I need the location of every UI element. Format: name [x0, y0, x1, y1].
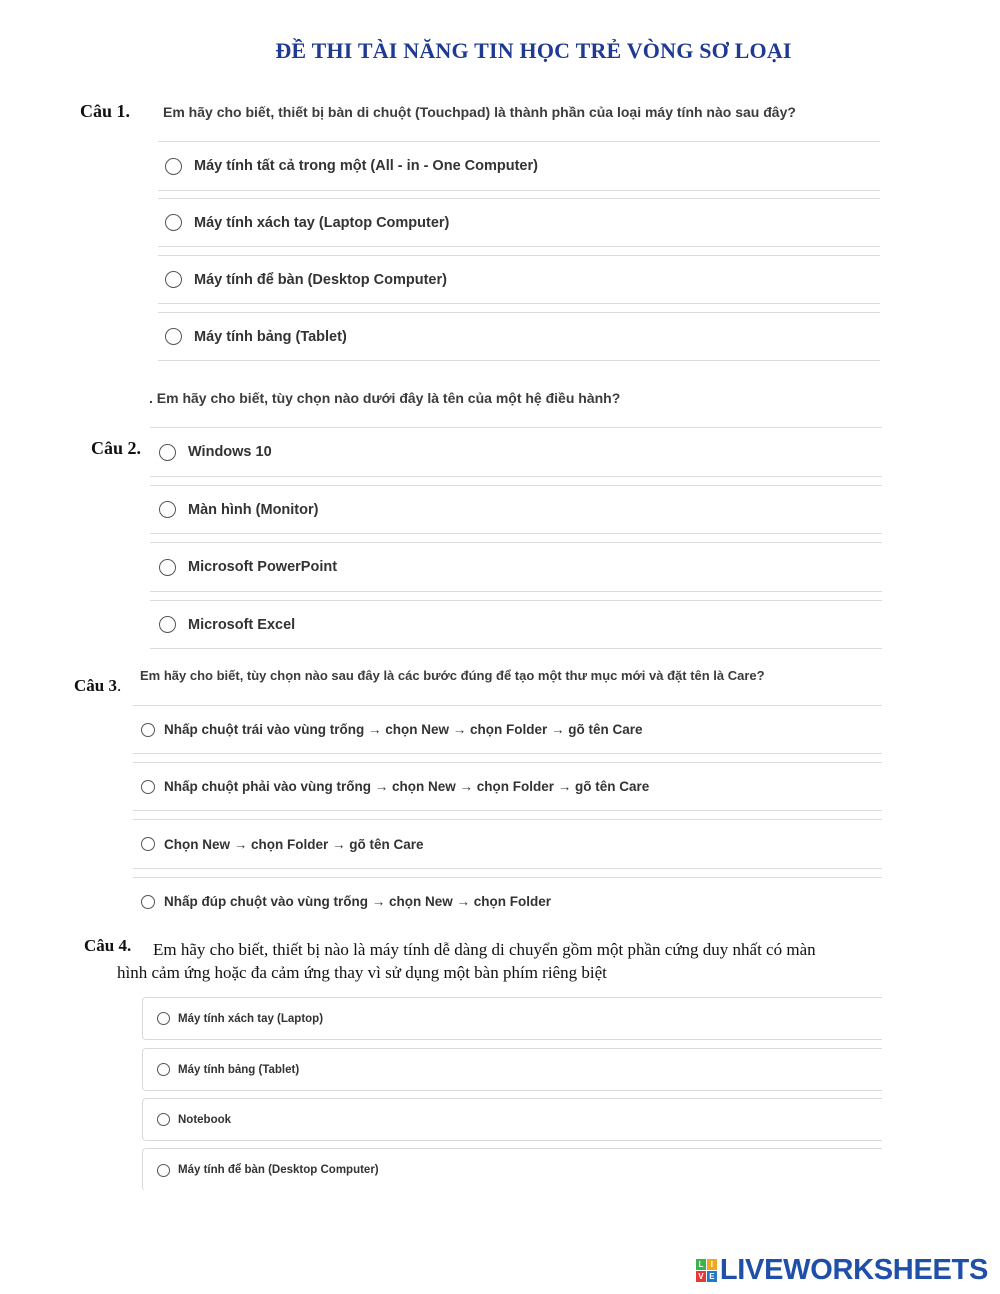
- radio-button[interactable]: [141, 723, 155, 737]
- radio-button[interactable]: [159, 501, 176, 518]
- option-label: Chọn New → chọn Folder → gõ tên Care: [164, 836, 424, 852]
- radio-button[interactable]: [159, 444, 176, 461]
- option-label: Máy tính để bàn (Desktop Computer): [194, 271, 447, 288]
- option-label: Notebook: [178, 1113, 232, 1126]
- radio-button[interactable]: [157, 1164, 170, 1177]
- question-label: Câu 2.: [91, 438, 142, 458]
- question-text: . Em hãy cho biết, tùy chọn nào dưới đây là tên của một hệ điều hành?: [149, 390, 621, 406]
- radio-button[interactable]: [141, 837, 155, 851]
- question-text: Em hãy cho biết, tùy chọn nào sau đây là các bước đúng để tạo một thư mục mới và đặt tên là Care?: [140, 668, 765, 683]
- option-label: Máy tính bảng (Tablet): [178, 1063, 300, 1076]
- logo-block: L: [696, 1259, 706, 1270]
- option-label: Màn hình (Monitor): [188, 501, 319, 518]
- option-label: Nhấp chuột trái vào vùng trống → chọn New → chọn Folder → gõ tên Care: [164, 722, 643, 737]
- answer-option[interactable]: [158, 141, 880, 191]
- question-label: Câu 1.: [80, 101, 131, 121]
- answer-option[interactable]: [142, 1048, 882, 1091]
- liveworksheets-logo: [696, 1254, 988, 1287]
- radio-button[interactable]: [159, 616, 176, 633]
- radio-button[interactable]: [141, 780, 155, 794]
- logo-block: V: [696, 1271, 706, 1282]
- answer-option[interactable]: [158, 198, 880, 247]
- radio-button[interactable]: [157, 1063, 170, 1076]
- radio-button[interactable]: [157, 1012, 170, 1025]
- radio-button[interactable]: [157, 1113, 170, 1126]
- answer-option[interactable]: [133, 705, 882, 754]
- radio-button[interactable]: [165, 158, 182, 175]
- radio-button[interactable]: [165, 271, 182, 288]
- option-label: Máy tính để bàn (Desktop Computer): [178, 1164, 379, 1176]
- question-text: Em hãy cho biết, thiết bị bàn di chuột (Touchpad) là thành phần của loại máy tính nào sau đây?: [163, 104, 796, 120]
- option-label: Máy tính xách tay (Laptop Computer): [194, 214, 450, 231]
- page-title: ĐỀ THI TÀI NĂNG TIN HỌC TRẺ VÒNG SƠ LOẠI: [275, 38, 792, 63]
- option-label: Microsoft Excel: [188, 616, 296, 633]
- option-label: Microsoft PowerPoint: [188, 559, 338, 575]
- answer-option[interactable]: [142, 1148, 882, 1191]
- answer-option[interactable]: [133, 762, 882, 811]
- option-label: Máy tính tất cả trong một (All - in - One Computer): [194, 158, 538, 174]
- answer-option[interactable]: [150, 427, 882, 477]
- logo-text: LIVEWORKSHEETS: [719, 1254, 988, 1286]
- answer-option[interactable]: [133, 877, 882, 925]
- option-label: Nhấp chuột phải vào vùng trống → chọn New → chọn Folder → gõ tên Care: [164, 779, 650, 794]
- answer-option[interactable]: [150, 542, 882, 592]
- option-label: Windows 10: [188, 444, 272, 460]
- answer-option[interactable]: [142, 997, 882, 1040]
- radio-button[interactable]: [141, 895, 155, 909]
- option-label: Nhấp đúp chuột vào vùng trống → chọn New → chọn Folder: [164, 894, 551, 909]
- question-label: Câu 4.: [84, 936, 132, 955]
- answer-option[interactable]: [142, 1098, 882, 1141]
- answer-option[interactable]: [158, 255, 880, 304]
- answer-option[interactable]: [158, 312, 880, 361]
- answer-option[interactable]: [150, 600, 882, 649]
- question-text-continued: hình cảm ứng hoặc đa cảm ứng thay vì sử dụng một bàn phím riêng biệt: [117, 963, 607, 982]
- logo-block: I: [707, 1259, 717, 1270]
- radio-button[interactable]: [159, 559, 176, 576]
- option-label: Máy tính xách tay (Laptop): [178, 1012, 324, 1025]
- option-label: Máy tính bảng (Tablet): [194, 328, 347, 345]
- logo-block: E: [707, 1271, 717, 1282]
- question-text: Em hãy cho biết, thiết bị nào là máy tính dễ dàng di chuyển gồm một phần cứng duy nhất có màn: [153, 940, 816, 959]
- answer-option[interactable]: [150, 485, 882, 534]
- answer-option[interactable]: [133, 819, 882, 869]
- radio-button[interactable]: [165, 328, 182, 345]
- question-label: Câu 3.: [74, 676, 122, 695]
- radio-button[interactable]: [165, 214, 182, 231]
- logo-mark-icon: [696, 1259, 717, 1282]
